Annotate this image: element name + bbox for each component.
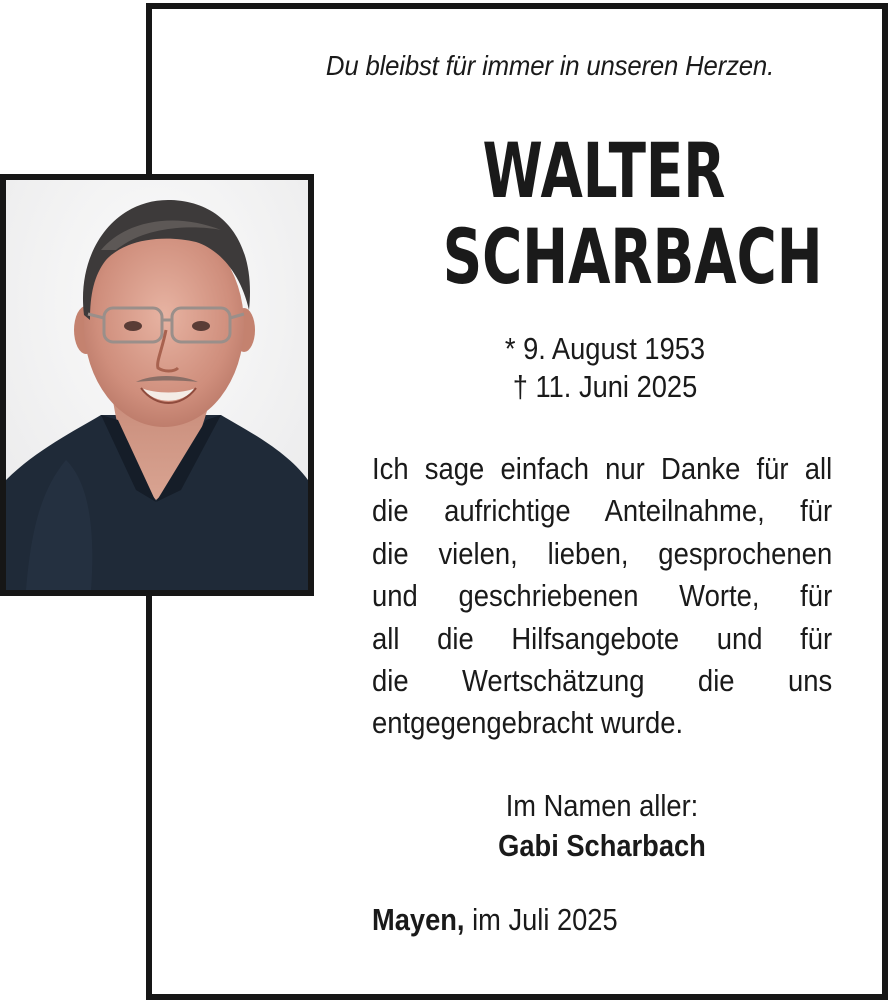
signoff-intro: Im Namen aller: bbox=[505, 788, 699, 823]
birth-date: * 9. August 1953 bbox=[504, 331, 706, 366]
thanks-text bbox=[372, 448, 832, 745]
deceased-first-name: WALTER bbox=[482, 126, 726, 215]
deceased-name bbox=[442, 126, 823, 301]
thanks-line: all die Hilfsangebote und für bbox=[372, 620, 833, 656]
thanks-line: Ich sage einfach nur Danke für all bbox=[372, 451, 833, 486]
thanks-line: die vielen, lieben, gesprochenen bbox=[372, 535, 833, 571]
deceased-last-name: SCHARBACH bbox=[442, 212, 823, 301]
signer-name: Gabi Scharbach bbox=[498, 828, 706, 863]
place-town: Mayen, bbox=[372, 902, 465, 937]
thanks-line: die Wertschätzung die uns bbox=[372, 663, 833, 699]
life-dates bbox=[460, 330, 750, 406]
thanks-line: die aufrichtige Anteilnahme, für bbox=[372, 493, 833, 529]
place-date-text: im Juli 2025 bbox=[472, 902, 618, 937]
thanks-line: entgegengebracht wurde. bbox=[372, 705, 684, 741]
portrait-photo bbox=[0, 174, 314, 596]
place-date bbox=[372, 900, 724, 940]
portrait-image bbox=[6, 180, 308, 590]
signoff bbox=[470, 786, 734, 866]
thanks-line: und geschriebenen Worte, für bbox=[372, 578, 833, 614]
memorial-motto: Du bleibst für immer in unseren Herzen. bbox=[325, 50, 775, 81]
death-date: † 11. Juni 2025 bbox=[512, 369, 698, 404]
